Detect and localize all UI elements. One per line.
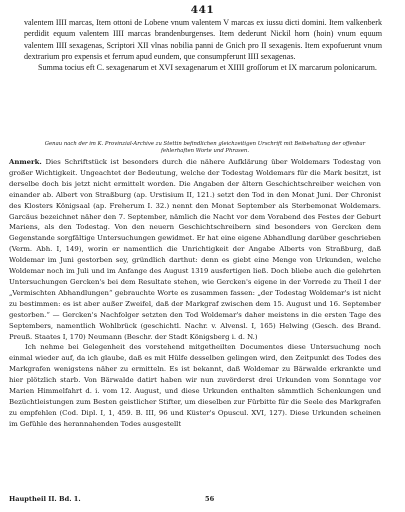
page-number: 441 — [190, 4, 215, 16]
source-note: Genau nach der im K. Provinzial-Archive zu Stettin befindlichen gleichzeitigen Urschrift mit Beibehaltung der offenbar fehlerhaften Worte und Phrasen. — [44, 141, 366, 155]
commentary-paragraph — [9, 157, 381, 342]
commentary — [9, 157, 381, 430]
commentary-label: Anmerk. — [9, 158, 42, 166]
commentary-paragraph: Ich nehme bei Gelegenheit des vorstehend mitgetheilten Documentes diese Untersuchung noch einmal wieder auf, da ich glaube, daß es mit Hülfe desselben gelingen wird, den Zeitpunkt des Todes des Markgrafen wenigstens näher zu ermitteln. Es ist bekannt, daß Woldemar zu Bärwalde erkrankte und hier plötzlich starb. Von Bärwalde datirt haben wir nun zuvörderst drei Urkunden vom Sonntage vor Marien Himmelfahrt d. i. vom 12. August, und diese Urkunden enthalten sämmtlich Schenkungen und Bezüchtleistungen zum Besten geistlicher Stifter, um dieselben zur Fürbitte für die Seele des Markgrafen zu empfehlen (Cod. Dipl. I, 1, 459. B. III, 96 und Küster's Opuscul. XVI, 127). Diese Urkunden scheinen im Gefühle des herannahenden Todes ausgestellt — [9, 343, 381, 428]
commentary-paragraph-text: Dies Schriftstück ist besonders durch die nähere Aufklärung über Woldemars Todestag von großer Wichtigkeit. Ungeachtet der Bedeutung, welche der Todestag Woldemars für die Mark besitzt, ist derselbe doch bis jetzt nicht ermittelt worden. Die Angaben der ältern Geschichtschreiber weichen von einander ab. Albert von Straßburg (ap. Urstisium II, 121.) setzt den Tod in den Monat Juni. Der Chronist des Klosters Königsaal (ap. Freherum I. 32.) nennt den Monat September als Sterbemonat Woldemars. Garcäus bezeichnet näher den 7. September, nämlich die Nacht vor dem Vorabend des Festes der Geburt Mariens, als den Todestag. Von den neuern Geschichtschreibern sind besonders von Gercken dem Gegenstande sorgfältige Untersuchungen gewidmet. Er hat eine eigene Abhandlung darüber geschrieben (Verm. Abh. I, 149), worin er namentlich die Unrichtigkeit der Angabe Alberts von Straßburg, daß Woldemar im Juni gestorben sey, gründlich darthut: denn es giebt eine Menge von Urkunden, welche Woldemar noch im Juli und im Anfange des August 1319 ausfertigen ließ. Doch bliebe auch die gelehrten Untersuchungen Gercken's bei dem Resultate stehen, wie Gercken's eigene in der Vorrede zu Theil I der „Vermischten Abhandlungen“ gebrauchte Worte es zusammen fassen: „der Todestag Woldemar's ist nicht zu bestimmen: es ist aber außer Zweifel, daß der Markgraf zwischen dem 15. August und 16. September gestorben.“ — Gercken's Nachfolger setzten den Tod Woldemar's daher meistens in die ersten Tage des Septembers, namentlich Wohlbrück (geschichtl. Nachr. v. Alvensl. I, 165) Helwing (Gesch. des Brand. Preuß. Staates I, 170) Neumann (Beschr. der Stadt Königsberg i. d. N.) — [9, 158, 381, 341]
latin-source-text — [24, 17, 382, 74]
signature-mark: Hauptheil II. Bd. 1. — [9, 495, 81, 503]
latin-summary-paragraph: Summa tocius eft C. sexagenarum et XVI sexagenarum et XIIII groſſorum et IX marcarum polonicarum. — [38, 63, 377, 73]
folio-number: 56 — [205, 495, 215, 503]
latin-paragraph: valentem IIII marcas, Item ottoni de Lobene vnum valentem V marcas ex iussu dicti domini. Item valkenberk perdidit equum valentem IIII marcas brandenburgenses. Item dederunt Nickil horn (hoin) vnum equum valentem IIII sexagenas, Scriptori XII vlnas nobilia panni de Gnich pro II sexagenis. Item expofuerunt vnum dextrarium pro expensis et ferrum apud eundem, que consumpferunt IIII sexagenas. — [24, 18, 382, 62]
